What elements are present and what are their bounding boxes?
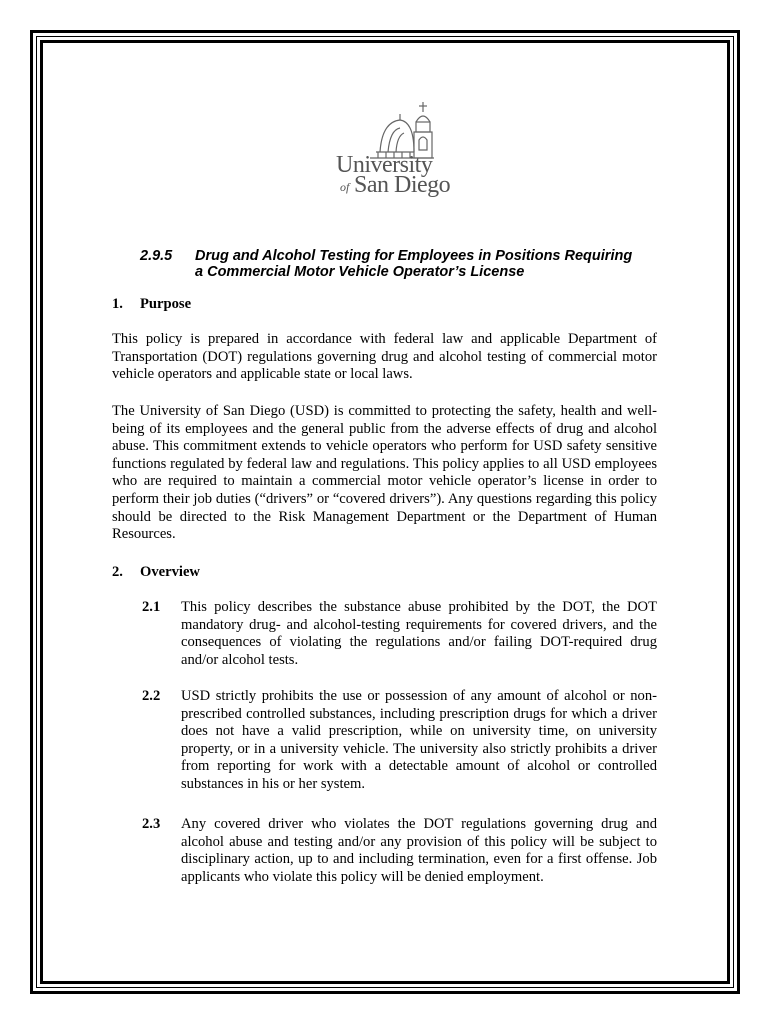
section-heading-overview: [112, 564, 200, 581]
logo-text-university: University: [336, 152, 433, 178]
list-item-text: This policy describes the substance abuse prohibited by the DOT, the DOT mandatory drug- and alcohol-testing requirements for covered drivers, and the consequences of violating the regulations and/or failing DOT-required drug and/or alcohol tests.: [181, 599, 657, 668]
title-line-2: a Commercial Motor Vehicle Operator’s License: [195, 264, 525, 280]
logo-text-of: of: [340, 180, 350, 194]
section-title: Overview: [140, 564, 200, 580]
mission-building-icon: [330, 100, 440, 160]
list-item-text: Any covered driver who violates the DOT regulations governing drug and alcohol abuse and testing and/or any provision of this policy will be subject to disciplinary action, up to and including termination, even for a first offense. Job applicants who violate this policy will be denied employment.: [181, 816, 657, 885]
section-title: Purpose: [140, 296, 192, 312]
section-number: 2.: [112, 564, 123, 580]
university-logo: [330, 100, 451, 210]
logo-text-san-diego: San Diego: [354, 172, 451, 198]
title-line-1: Drug and Alcohol Testing for Employees in Positions Requiring: [195, 248, 633, 264]
paragraph: This policy is prepared in accordance with federal law and applicable Department of Transportation (DOT) regulations governing drug and alcohol testing of commercial motor vehicle operators and applicable state or local laws.: [112, 331, 657, 383]
list-item-number: 2.3: [142, 816, 161, 832]
policy-number: 2.9.5: [140, 248, 173, 264]
section-heading-purpose: [112, 296, 191, 313]
list-item-text: USD strictly prohibits the use or possession of any amount of alcohol or non-prescribed controlled substances, including prescription drugs for which a driver does not have a valid prescription, while on university time, on university property, or in a university vehicle. The university also strictly prohibits a driver from reporting for work with a detectable amount of alcohol or controlled substances in his or her system.: [181, 688, 657, 792]
list-item-number: 2.1: [142, 599, 161, 615]
paragraph: The University of San Diego (USD) is committed to protecting the safety, health and well-being of its employees and the general public from the adverse effects of drug and alcohol abuse. This commitment extends to vehicle operators who perform for USD safety sensitive functions regulated by federal law and regulations. This policy applies to all USD employees who are required to maintain a commercial motor vehicle operator’s license in order to perform their job duties (“drivers” or “covered drivers”). Any questions regarding this policy should be directed to the Risk Management Department or the Department of Human Resources.: [112, 403, 657, 543]
list-item-number: 2.2: [142, 688, 161, 704]
section-number: 1.: [112, 296, 123, 312]
